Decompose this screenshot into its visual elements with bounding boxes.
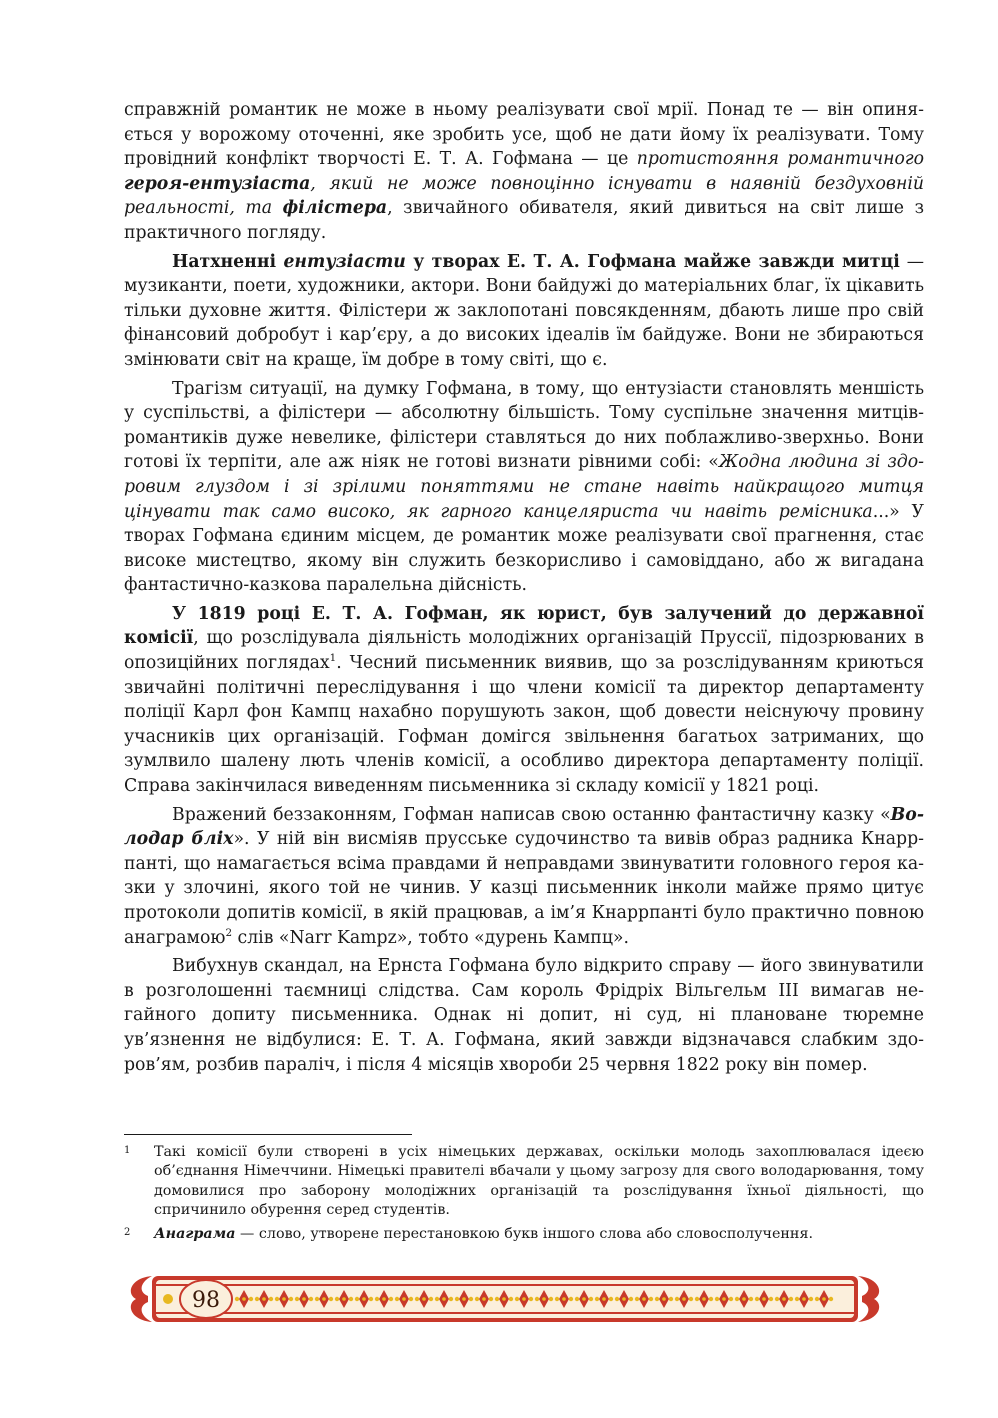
footnote-2 bbox=[124, 1225, 924, 1244]
footnote-ref-1: 1 bbox=[329, 652, 337, 665]
paragraph-4 bbox=[124, 602, 924, 799]
text-span: — музиканти, поети, художники, актори. Вони байдужі до матеріальних благ, їх цікавить тільки духовне життя. Філістери ж заклопотані повсякденням, дбають лише про свій фінансовий добробут і кар’єру, а до високих ідеалів їм байдуже. Вони не збираються змінювати світ на краще, їм добре в тому світі, що є. bbox=[124, 251, 924, 370]
page-number: 98 bbox=[192, 1288, 220, 1313]
paragraph-6 bbox=[124, 954, 924, 1077]
right-scroll-icon bbox=[858, 1276, 879, 1322]
footnote-term: Анаграма bbox=[154, 1225, 236, 1242]
text-span: ...» У творах Гофмана єдиним місцем, де романтик може реалізувати свої прагнення, стає високе мистецтво, якому він служить безкорисливо і самовіддано, або ж вигадана фантастично-казкова паралельна дійсність. bbox=[124, 501, 924, 596]
gold-dot-icon bbox=[163, 1294, 173, 1304]
paragraph-2 bbox=[124, 250, 924, 373]
term-hero-enthusiast: героя-ентузіаста bbox=[124, 173, 311, 194]
footnotes bbox=[124, 1143, 924, 1248]
footnote-number: 2 bbox=[124, 1226, 131, 1238]
quote-italic: Жодна людина зі здоровим глуздом і зі зрілими поняттями не стане навіть найкращого митця цінувати так само високо, як гарного канцеляриста чи навіть ремісника bbox=[124, 452, 924, 522]
footnote-divider bbox=[124, 1134, 412, 1135]
bold-span: У 1819 році Е. Т. А. Гофман, як юрист, був залучений до державної комісії bbox=[124, 603, 924, 649]
paragraph-3 bbox=[124, 377, 924, 598]
footnote-definition: — слово, утворене перестановкою букв іншого слова або словосполучення. bbox=[235, 1225, 814, 1242]
italic-span: , який не може повноцінно існувати в наявній бездуховній реальності, та bbox=[124, 173, 924, 219]
bold-span: Натхненні bbox=[172, 251, 284, 272]
text-span: , що розслідувала діяльність молодіжних організацій Пруссії, підозрюваних в опозиційних поглядах bbox=[124, 628, 924, 674]
bold-span: у творах Е. Т. А. Гофмана майже завжди митці bbox=[405, 251, 900, 272]
text-span: . Чесний письменник виявив, що за розслідуванням криються звичайні політичні переслідування і що члени комісії та директор департаменту поліції Карл фон Кампц нахабно порушують закон, щоб довести неіснуючу провину учасників цих організацій. Гофман домігся звільнення багатьох затриманих, що зумлвило шалену лють членів комісії, а особливо директора департаменту поліції. Справа закінчилася виведенням письменника зі складу комісії у 1821 році. bbox=[124, 653, 925, 797]
text-span: Вибухнув скандал, на Ернста Гофмана було відкрито справу — його звинуватили в розголошенні таємниці слідства. Сам король Фрідріх Вільгельм III вимагав негайного допиту письменника. Однак ні допит, ні суд, ні плановане тюремне ув’язнення не відбулися: Е. Т. А. Гофмана, який завжди відзначався слабким здоров’ям, розбив параліч, і після 4 місяців хвороби 25 червня 1822 року він помер. bbox=[124, 956, 924, 1075]
text-span: Трагізм ситуації, на думку Гофмана, в тому, що ентузіасти становлять меншість у суспільстві, а філістери — абсолютну більшість. Тому суспільне значення митців-романтиків дуже невелике, філістери ставляться до них поблажливо-зверхньо. Вони готові їх терпіти, але аж ніяк не готові визнати рівними собі: « bbox=[124, 378, 924, 473]
work-title: Володар бліх bbox=[124, 804, 924, 850]
text-span: , звичайного обивателя, який дивиться на світ лише з практичного погляду. bbox=[124, 198, 924, 243]
italic-span: протистояння романтичного bbox=[636, 149, 924, 170]
term-enthusiasts: ентузіасти bbox=[283, 251, 406, 272]
left-scroll-icon bbox=[131, 1276, 152, 1322]
paragraph-5 bbox=[124, 803, 924, 951]
band-stripe-bottom bbox=[156, 1312, 854, 1314]
term-philistine: філістера bbox=[282, 198, 388, 219]
footnote-text: Такі комісії були створені в усіх німецьких державах, оскільки молодь захоплювалася ідеєю об’єднання Німеччини. Німецькі правителі вбачали у цьому загрозу для свого володарювання, тому домовилися про заборону молодіжних організацій та розслідування їхньої діяльності, що спричинило обурення серед студентів. bbox=[154, 1144, 924, 1219]
text-span: ». У ній він висміяв прусське судочинство та вивів образ радника Кнаррпанті, що намагається всіма правдами й неправдами звинуватити головного героя казки у злочині, якого той не чинив. У казці письменник інколи майже прямо цитує протоколи допитів комісії, в якій працював, а ім’я Кнаррпанті було практично повною анаграмою bbox=[124, 829, 924, 948]
text-span: справжній романтик не може в ньому реалізувати свої мрії. Понад те — він опиняється у ворожому оточенні, яке зробить усе, щоб не дати йому їх реалізувати. Тому провідний конфлікт творчості Е. Т. А. Гофмана — це bbox=[124, 100, 924, 170]
paragraph-1 bbox=[124, 98, 924, 246]
footnote-1 bbox=[124, 1143, 924, 1221]
band-stripe-top bbox=[156, 1284, 854, 1286]
text-span: Вражений беззаконням, Гофман написав свою останню фантастичну казку « bbox=[172, 804, 891, 825]
main-text bbox=[124, 98, 924, 1077]
footnote-text bbox=[154, 1225, 924, 1244]
footnote-ref-2: 2 bbox=[225, 926, 233, 939]
decorative-ornament-band bbox=[122, 1270, 888, 1328]
text-span: слів «Narr Kampz», тобто «дурень Кампц». bbox=[232, 927, 630, 948]
footnote-number: 1 bbox=[124, 1145, 131, 1156]
